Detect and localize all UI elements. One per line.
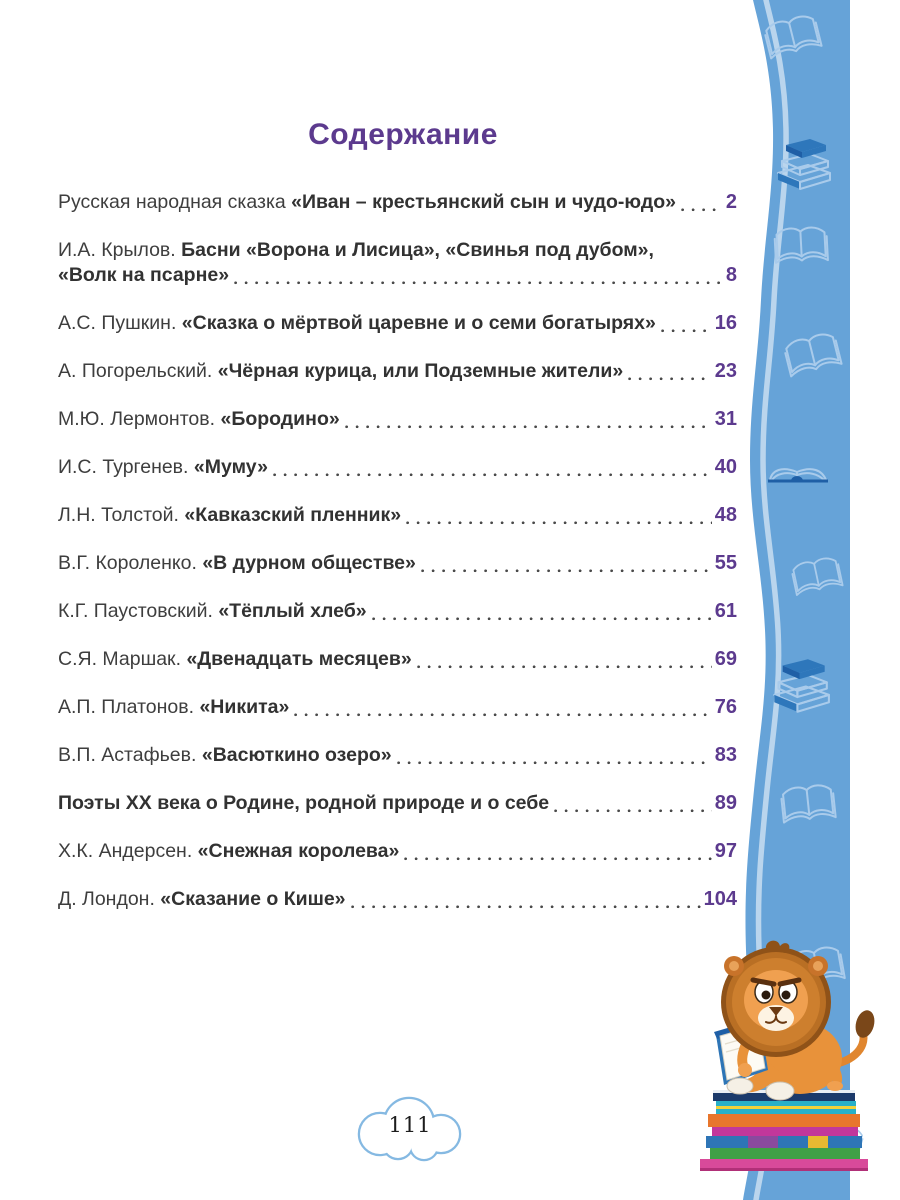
book-stack-colorful — [700, 1090, 868, 1171]
toc-page-number: 104 — [703, 888, 737, 910]
toc-entry-text — [58, 695, 289, 720]
toc-title: «Муму» — [193, 456, 268, 478]
toc-entry-text — [58, 791, 549, 816]
toc-author: Д. Лондон. — [58, 888, 161, 910]
toc-title: Басни «Ворона и Лисица», «Свинья под дубом», — [181, 239, 654, 261]
toc-entry — [58, 887, 737, 912]
toc-page-number: 83 — [714, 744, 737, 766]
toc-page-number: 55 — [714, 552, 737, 574]
dotted-leader — [628, 377, 712, 381]
toc-entry-text — [58, 455, 268, 480]
toc-entry — [58, 647, 737, 672]
toc-title: «Никита» — [199, 696, 290, 718]
dotted-leader — [421, 569, 712, 573]
toc-title: «Снежная королева» — [197, 840, 400, 862]
toc-entry-text — [58, 503, 401, 528]
toc-entry — [58, 551, 737, 576]
toc-title: «Тёплый хлеб» — [218, 600, 367, 622]
toc-page-number: 61 — [714, 600, 737, 622]
toc-title: «Кавказский пленник» — [184, 504, 402, 526]
toc-list — [58, 190, 737, 935]
toc-page-number: 76 — [714, 696, 737, 718]
toc-entry-text — [58, 743, 392, 768]
toc-entry-text — [58, 263, 229, 288]
toc-author: С.Я. Маршак. — [58, 648, 187, 670]
page-number: 111 — [388, 1113, 432, 1137]
dotted-leader — [345, 425, 712, 429]
page-title: Содержание — [308, 118, 498, 151]
toc-title: «Двенадцать месяцев» — [186, 648, 412, 670]
toc-page-number: 89 — [714, 792, 737, 814]
toc-page-number: 31 — [714, 408, 737, 430]
dotted-leader — [406, 521, 712, 525]
toc-author: Л.Н. Толстой. — [58, 504, 185, 526]
toc-title: «Чёрная курица, или Подземные жители» — [217, 360, 624, 382]
toc-author: М.Ю. Лермонтов. — [58, 408, 221, 430]
toc-author: И.С. Тургенев. — [58, 456, 194, 478]
toc-page-number: 69 — [714, 648, 737, 670]
toc-page-number: 97 — [714, 840, 737, 862]
toc-entry-text — [58, 190, 676, 215]
toc-title: «Иван – крестьянский сын и чудо-юдо» — [291, 191, 676, 213]
toc-author: Х.К. Андерсен. — [58, 840, 198, 862]
toc-page-number: 2 — [725, 191, 737, 213]
toc-entry — [58, 791, 737, 816]
toc-title: «Сказание о Кише» — [160, 888, 346, 910]
toc-entry-text — [58, 407, 340, 432]
toc-entry — [58, 695, 737, 720]
toc-entry — [58, 455, 737, 480]
toc-entry — [58, 503, 737, 528]
dotted-leader — [681, 208, 723, 212]
toc-entry-text — [58, 647, 412, 672]
toc-author: А.П. Платонов. — [58, 696, 200, 718]
lion-cartoon — [714, 941, 877, 1100]
dotted-leader — [554, 809, 712, 813]
toc-page-number: 16 — [714, 312, 737, 334]
toc-author: А. Погорельский. — [58, 360, 218, 382]
toc-author: В.П. Астафьев. — [58, 744, 202, 766]
toc-entry — [58, 238, 737, 288]
toc-entry — [58, 311, 737, 336]
dotted-leader — [351, 905, 701, 909]
dotted-leader — [234, 281, 723, 285]
toc-title: Поэты XX века о Родине, родной природе и о себе — [58, 792, 550, 814]
toc-author: Русская народная сказка — [58, 191, 292, 213]
dotted-leader — [372, 617, 712, 621]
toc-page-number: 8 — [725, 264, 737, 286]
toc-entry-text — [58, 599, 367, 624]
dotted-leader — [661, 329, 712, 333]
toc-page-number: 40 — [714, 456, 737, 478]
toc-page-number: 48 — [714, 504, 737, 526]
toc-entry — [58, 599, 737, 624]
toc-title: «Сказка о мёртвой царевне и о семи богатырях» — [181, 312, 656, 334]
dotted-leader — [294, 713, 711, 717]
toc-entry — [58, 839, 737, 864]
toc-entry — [58, 407, 737, 432]
toc-author: В.Г. Короленко. — [58, 552, 203, 574]
toc-title: «В дурном обществе» — [202, 552, 416, 574]
toc-title: «Бородино» — [220, 408, 340, 430]
toc-entry-text — [58, 311, 656, 336]
toc-entry-text — [58, 359, 623, 384]
toc-entry-text — [58, 839, 399, 864]
toc-author: А.С. Пушкин. — [58, 312, 182, 334]
toc-author: И.А. Крылов. — [58, 239, 182, 261]
dotted-leader — [404, 857, 711, 861]
lion-reading-illustration — [688, 940, 900, 1190]
toc-entry — [58, 359, 737, 384]
toc-title: «Волк на псарне» — [58, 264, 230, 286]
toc-author: К.Г. Паустовский. — [58, 600, 219, 622]
toc-entry — [58, 743, 737, 768]
toc-entry-text — [58, 551, 416, 576]
toc-title: «Васюткино озеро» — [201, 744, 392, 766]
toc-entry-text — [58, 238, 737, 263]
page-number-cloud — [352, 1096, 478, 1168]
dotted-leader — [397, 761, 712, 765]
dotted-leader — [417, 665, 712, 669]
toc-entry-text — [58, 887, 346, 912]
toc-page-number: 23 — [714, 360, 737, 382]
toc-entry — [58, 190, 737, 215]
dotted-leader — [273, 473, 712, 477]
